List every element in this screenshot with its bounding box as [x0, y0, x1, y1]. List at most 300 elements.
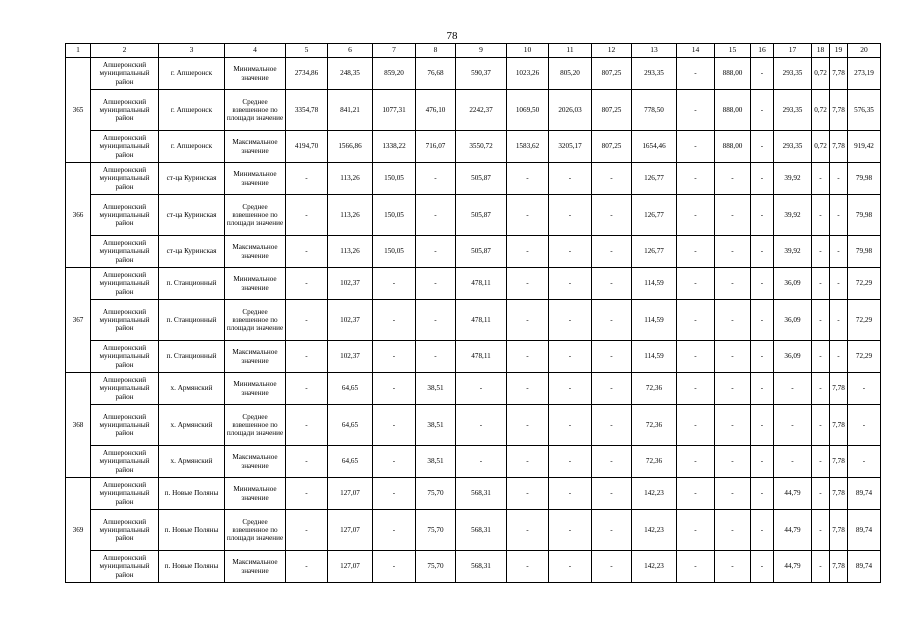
- value-cell: 126,77: [632, 163, 677, 195]
- locality-cell: ст-ца Куринская: [159, 195, 225, 236]
- column-header: 10: [507, 44, 549, 58]
- district-cell: Апшеронский муниципальный район: [91, 478, 159, 510]
- value-cell: -: [812, 373, 830, 405]
- column-header: 5: [286, 44, 328, 58]
- value-cell: 505,87: [456, 163, 507, 195]
- value-cell: -: [677, 446, 715, 478]
- value-cell: 2026,03: [549, 90, 592, 131]
- value-type-cell: Среднее взвешенное по площади значение: [225, 195, 286, 236]
- value-cell: 3354,78: [286, 90, 328, 131]
- value-cell: -: [677, 131, 715, 163]
- value-cell: 478,11: [456, 341, 507, 373]
- value-cell: 505,87: [456, 236, 507, 268]
- value-cell: -: [751, 163, 774, 195]
- column-header-row: [66, 44, 881, 58]
- value-cell: -: [592, 478, 632, 510]
- value-cell: 114,59: [632, 300, 677, 341]
- value-cell: 79,98: [848, 236, 881, 268]
- value-cell: -: [373, 446, 416, 478]
- value-cell: -: [812, 236, 830, 268]
- table-row: [66, 163, 881, 195]
- value-cell: -: [373, 551, 416, 583]
- value-cell: 72,36: [632, 446, 677, 478]
- table-row: [66, 405, 881, 446]
- locality-cell: г. Апшеронск: [159, 58, 225, 90]
- value-cell: -: [286, 268, 328, 300]
- value-cell: 919,42: [848, 131, 881, 163]
- column-header: 4: [225, 44, 286, 58]
- locality-cell: х. Армянский: [159, 446, 225, 478]
- value-cell: 38,51: [416, 405, 456, 446]
- value-cell: 568,31: [456, 478, 507, 510]
- value-cell: -: [751, 446, 774, 478]
- value-cell: 102,37: [328, 268, 373, 300]
- value-cell: -: [416, 300, 456, 341]
- value-cell: -: [592, 405, 632, 446]
- locality-cell: х. Армянский: [159, 405, 225, 446]
- value-cell: -: [592, 510, 632, 551]
- value-cell: 114,59: [632, 268, 677, 300]
- column-header: 16: [751, 44, 774, 58]
- locality-cell: п. Станционный: [159, 341, 225, 373]
- value-cell: -: [549, 236, 592, 268]
- value-cell: 113,26: [328, 163, 373, 195]
- locality-cell: п. Станционный: [159, 300, 225, 341]
- value-cell: -: [751, 478, 774, 510]
- row-number-cell: 369: [66, 478, 91, 583]
- district-cell: Апшеронский муниципальный район: [91, 510, 159, 551]
- value-type-cell: Среднее взвешенное по площади значение: [225, 90, 286, 131]
- value-cell: 0,72: [812, 131, 830, 163]
- value-cell: -: [715, 551, 751, 583]
- value-cell: -: [507, 446, 549, 478]
- value-cell: 79,98: [848, 195, 881, 236]
- value-cell: 127,07: [328, 478, 373, 510]
- value-cell: 590,37: [456, 58, 507, 90]
- table-row: [66, 90, 881, 131]
- value-cell: -: [830, 341, 848, 373]
- value-cell: -: [549, 510, 592, 551]
- table-row: [66, 236, 881, 268]
- value-cell: 478,11: [456, 268, 507, 300]
- value-type-cell: Минимальное значение: [225, 163, 286, 195]
- value-type-cell: Среднее взвешенное по площади значение: [225, 510, 286, 551]
- value-cell: 805,20: [549, 58, 592, 90]
- value-type-cell: Максимальное значение: [225, 551, 286, 583]
- value-cell: -: [677, 268, 715, 300]
- value-cell: 142,23: [632, 510, 677, 551]
- value-cell: -: [677, 478, 715, 510]
- row-number-cell: 366: [66, 163, 91, 268]
- value-cell: -: [677, 373, 715, 405]
- locality-cell: г. Апшеронск: [159, 90, 225, 131]
- locality-cell: п. Новые Поляны: [159, 510, 225, 551]
- value-cell: 888,00: [715, 58, 751, 90]
- column-header: 7: [373, 44, 416, 58]
- value-cell: -: [286, 405, 328, 446]
- district-cell: Апшеронский муниципальный район: [91, 341, 159, 373]
- value-cell: -: [416, 341, 456, 373]
- value-cell: 293,35: [774, 131, 812, 163]
- value-cell: -: [848, 405, 881, 446]
- value-cell: 293,35: [632, 58, 677, 90]
- value-cell: -: [751, 131, 774, 163]
- column-header: 12: [592, 44, 632, 58]
- value-cell: -: [715, 478, 751, 510]
- value-cell: 75,70: [416, 551, 456, 583]
- value-cell: 7,78: [830, 131, 848, 163]
- value-cell: -: [286, 163, 328, 195]
- value-cell: 1077,31: [373, 90, 416, 131]
- value-cell: -: [715, 446, 751, 478]
- value-cell: 293,35: [774, 58, 812, 90]
- value-cell: 89,74: [848, 478, 881, 510]
- value-cell: -: [830, 268, 848, 300]
- value-cell: 36,09: [774, 341, 812, 373]
- value-cell: 39,92: [774, 163, 812, 195]
- value-cell: -: [416, 195, 456, 236]
- value-cell: 76,68: [416, 58, 456, 90]
- value-cell: -: [677, 195, 715, 236]
- value-cell: -: [592, 195, 632, 236]
- value-cell: -: [286, 551, 328, 583]
- table-row: [66, 341, 881, 373]
- value-cell: -: [677, 551, 715, 583]
- value-type-cell: Максимальное значение: [225, 341, 286, 373]
- value-cell: 888,00: [715, 90, 751, 131]
- district-cell: Апшеронский муниципальный район: [91, 373, 159, 405]
- value-cell: -: [677, 341, 715, 373]
- locality-cell: п. Новые Поляны: [159, 551, 225, 583]
- value-cell: -: [286, 236, 328, 268]
- value-cell: -: [774, 405, 812, 446]
- value-cell: 273,19: [848, 58, 881, 90]
- value-cell: 4194,70: [286, 131, 328, 163]
- district-cell: Апшеронский муниципальный район: [91, 268, 159, 300]
- locality-cell: ст-ца Куринская: [159, 163, 225, 195]
- value-cell: 72,29: [848, 300, 881, 341]
- value-cell: -: [507, 195, 549, 236]
- value-cell: 127,07: [328, 510, 373, 551]
- value-cell: 150,05: [373, 195, 416, 236]
- value-cell: -: [286, 195, 328, 236]
- locality-cell: х. Армянский: [159, 373, 225, 405]
- district-cell: Апшеронский муниципальный район: [91, 131, 159, 163]
- value-cell: -: [677, 510, 715, 551]
- locality-cell: п. Новые Поляны: [159, 478, 225, 510]
- value-cell: -: [677, 90, 715, 131]
- district-cell: Апшеронский муниципальный район: [91, 551, 159, 583]
- value-cell: 150,05: [373, 236, 416, 268]
- value-cell: 7,78: [830, 551, 848, 583]
- value-cell: 150,05: [373, 163, 416, 195]
- value-cell: -: [592, 446, 632, 478]
- value-cell: -: [373, 268, 416, 300]
- value-cell: 89,74: [848, 551, 881, 583]
- column-header: 11: [549, 44, 592, 58]
- value-cell: -: [592, 373, 632, 405]
- value-cell: 807,25: [592, 58, 632, 90]
- value-cell: -: [507, 373, 549, 405]
- value-cell: -: [456, 405, 507, 446]
- value-type-cell: Максимальное значение: [225, 236, 286, 268]
- value-cell: 0,72: [812, 90, 830, 131]
- value-type-cell: Максимальное значение: [225, 131, 286, 163]
- value-cell: -: [286, 341, 328, 373]
- value-cell: -: [830, 300, 848, 341]
- column-header: 2: [91, 44, 159, 58]
- value-cell: 778,50: [632, 90, 677, 131]
- district-cell: Апшеронский муниципальный район: [91, 90, 159, 131]
- column-header: 20: [848, 44, 881, 58]
- value-cell: 75,70: [416, 510, 456, 551]
- value-cell: -: [830, 236, 848, 268]
- value-cell: -: [751, 405, 774, 446]
- value-cell: -: [549, 268, 592, 300]
- district-cell: Апшеронский муниципальный район: [91, 195, 159, 236]
- value-cell: -: [549, 405, 592, 446]
- value-cell: -: [286, 478, 328, 510]
- value-cell: -: [812, 341, 830, 373]
- value-cell: 7,78: [830, 58, 848, 90]
- value-cell: -: [677, 405, 715, 446]
- value-cell: 127,07: [328, 551, 373, 583]
- value-cell: 1023,26: [507, 58, 549, 90]
- value-cell: -: [751, 195, 774, 236]
- column-header: 1: [66, 44, 91, 58]
- value-cell: 2734,86: [286, 58, 328, 90]
- value-cell: -: [549, 446, 592, 478]
- value-cell: -: [812, 268, 830, 300]
- value-cell: 64,65: [328, 373, 373, 405]
- value-cell: -: [848, 446, 881, 478]
- value-cell: 79,98: [848, 163, 881, 195]
- value-cell: -: [751, 551, 774, 583]
- value-cell: 113,26: [328, 195, 373, 236]
- value-cell: -: [507, 236, 549, 268]
- value-cell: 142,23: [632, 551, 677, 583]
- value-cell: 102,37: [328, 341, 373, 373]
- value-type-cell: Среднее взвешенное по площади значение: [225, 405, 286, 446]
- value-cell: -: [715, 373, 751, 405]
- value-cell: 0,72: [812, 58, 830, 90]
- district-cell: Апшеронский муниципальный район: [91, 300, 159, 341]
- district-cell: Апшеронский муниципальный район: [91, 446, 159, 478]
- row-number-cell: 367: [66, 268, 91, 373]
- value-cell: -: [549, 300, 592, 341]
- value-cell: -: [751, 268, 774, 300]
- value-cell: 72,29: [848, 268, 881, 300]
- value-cell: 44,79: [774, 478, 812, 510]
- value-cell: -: [812, 478, 830, 510]
- value-cell: 1654,46: [632, 131, 677, 163]
- column-header: 8: [416, 44, 456, 58]
- value-cell: -: [715, 341, 751, 373]
- value-cell: -: [751, 341, 774, 373]
- value-type-cell: Минимальное значение: [225, 478, 286, 510]
- value-cell: -: [373, 341, 416, 373]
- value-cell: 859,20: [373, 58, 416, 90]
- value-cell: 64,65: [328, 405, 373, 446]
- value-cell: -: [812, 163, 830, 195]
- value-cell: -: [507, 163, 549, 195]
- value-cell: -: [373, 510, 416, 551]
- value-cell: -: [286, 373, 328, 405]
- value-cell: -: [774, 446, 812, 478]
- district-cell: Апшеронский муниципальный район: [91, 163, 159, 195]
- value-cell: -: [286, 300, 328, 341]
- value-cell: -: [774, 373, 812, 405]
- value-cell: -: [549, 195, 592, 236]
- table-row: [66, 373, 881, 405]
- value-cell: 64,65: [328, 446, 373, 478]
- column-header: 15: [715, 44, 751, 58]
- value-cell: 476,10: [416, 90, 456, 131]
- value-type-cell: Минимальное значение: [225, 373, 286, 405]
- value-cell: 72,29: [848, 341, 881, 373]
- value-cell: 3205,17: [549, 131, 592, 163]
- value-cell: -: [592, 341, 632, 373]
- value-cell: 7,78: [830, 510, 848, 551]
- value-cell: -: [751, 90, 774, 131]
- value-cell: 7,78: [830, 90, 848, 131]
- table-row: [66, 446, 881, 478]
- value-cell: 75,70: [416, 478, 456, 510]
- row-number-cell: 368: [66, 373, 91, 478]
- table-row: [66, 510, 881, 551]
- value-cell: 888,00: [715, 131, 751, 163]
- table-body: [66, 44, 881, 583]
- value-cell: 44,79: [774, 510, 812, 551]
- table-row: [66, 478, 881, 510]
- district-cell: Апшеронский муниципальный район: [91, 236, 159, 268]
- value-cell: -: [549, 163, 592, 195]
- value-cell: 716,07: [416, 131, 456, 163]
- district-cell: Апшеронский муниципальный район: [91, 58, 159, 90]
- value-cell: 114,59: [632, 341, 677, 373]
- value-cell: -: [812, 300, 830, 341]
- value-cell: -: [677, 300, 715, 341]
- value-cell: 841,21: [328, 90, 373, 131]
- column-header: 3: [159, 44, 225, 58]
- value-cell: 1583,62: [507, 131, 549, 163]
- value-cell: -: [507, 551, 549, 583]
- data-table: [65, 43, 881, 583]
- value-cell: -: [812, 446, 830, 478]
- value-cell: 248,35: [328, 58, 373, 90]
- value-cell: -: [373, 300, 416, 341]
- value-cell: -: [751, 236, 774, 268]
- value-cell: -: [549, 551, 592, 583]
- value-cell: -: [812, 405, 830, 446]
- value-cell: 3550,72: [456, 131, 507, 163]
- value-cell: 807,25: [592, 90, 632, 131]
- value-cell: 807,25: [592, 131, 632, 163]
- value-cell: 568,31: [456, 551, 507, 583]
- value-cell: -: [830, 195, 848, 236]
- column-header: 6: [328, 44, 373, 58]
- value-cell: -: [715, 268, 751, 300]
- value-cell: 7,78: [830, 373, 848, 405]
- value-cell: 113,26: [328, 236, 373, 268]
- table-row: [66, 195, 881, 236]
- value-type-cell: Минимальное значение: [225, 58, 286, 90]
- value-cell: -: [751, 373, 774, 405]
- table-row: [66, 268, 881, 300]
- value-cell: -: [549, 373, 592, 405]
- value-cell: -: [507, 510, 549, 551]
- value-cell: -: [677, 163, 715, 195]
- table-row: [66, 300, 881, 341]
- table-row: [66, 58, 881, 90]
- value-cell: -: [507, 405, 549, 446]
- value-cell: 102,37: [328, 300, 373, 341]
- value-cell: -: [507, 478, 549, 510]
- value-cell: -: [549, 478, 592, 510]
- value-cell: -: [848, 373, 881, 405]
- value-cell: -: [715, 195, 751, 236]
- value-cell: -: [812, 510, 830, 551]
- value-cell: -: [416, 163, 456, 195]
- column-header: 13: [632, 44, 677, 58]
- value-cell: 36,09: [774, 300, 812, 341]
- value-cell: -: [812, 195, 830, 236]
- value-cell: -: [456, 373, 507, 405]
- value-cell: 7,78: [830, 478, 848, 510]
- locality-cell: г. Апшеронск: [159, 131, 225, 163]
- value-cell: -: [592, 163, 632, 195]
- value-cell: -: [507, 341, 549, 373]
- value-cell: 7,78: [830, 405, 848, 446]
- value-cell: -: [373, 478, 416, 510]
- value-cell: 568,31: [456, 510, 507, 551]
- value-cell: 89,74: [848, 510, 881, 551]
- value-cell: 39,92: [774, 195, 812, 236]
- value-cell: -: [373, 405, 416, 446]
- value-type-cell: Среднее взвешенное по площади значение: [225, 300, 286, 341]
- value-cell: -: [592, 268, 632, 300]
- district-cell: Апшеронский муниципальный район: [91, 405, 159, 446]
- value-cell: 36,09: [774, 268, 812, 300]
- value-cell: -: [592, 300, 632, 341]
- value-cell: -: [751, 58, 774, 90]
- value-cell: 1069,50: [507, 90, 549, 131]
- value-cell: 478,11: [456, 300, 507, 341]
- value-cell: -: [507, 300, 549, 341]
- locality-cell: ст-ца Куринская: [159, 236, 225, 268]
- value-cell: 7,78: [830, 446, 848, 478]
- value-cell: -: [592, 236, 632, 268]
- locality-cell: п. Станционный: [159, 268, 225, 300]
- value-cell: -: [715, 236, 751, 268]
- value-cell: -: [677, 58, 715, 90]
- column-header: 18: [812, 44, 830, 58]
- value-cell: 1566,86: [328, 131, 373, 163]
- table-row: [66, 131, 881, 163]
- value-cell: -: [456, 446, 507, 478]
- value-cell: -: [416, 268, 456, 300]
- value-cell: -: [677, 236, 715, 268]
- value-type-cell: Максимальное значение: [225, 446, 286, 478]
- value-cell: -: [715, 405, 751, 446]
- value-cell: 38,51: [416, 446, 456, 478]
- value-cell: -: [830, 163, 848, 195]
- value-cell: 38,51: [416, 373, 456, 405]
- value-cell: 126,77: [632, 236, 677, 268]
- value-cell: -: [715, 300, 751, 341]
- table-row: [66, 551, 881, 583]
- value-cell: 142,23: [632, 478, 677, 510]
